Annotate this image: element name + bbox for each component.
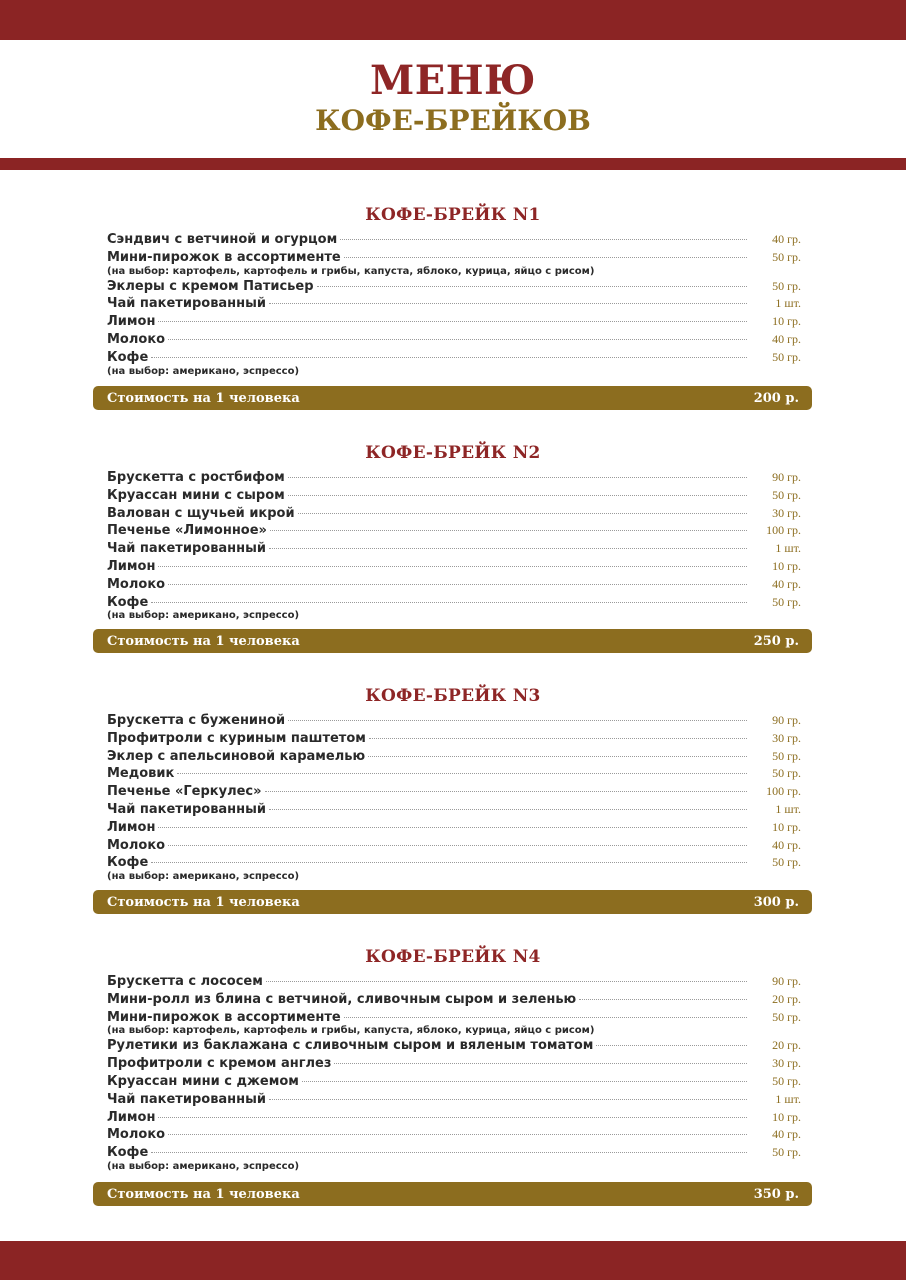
item-weight: 50 гр.: [772, 855, 801, 870]
dot-leader: [344, 257, 747, 258]
item-weight: 50 гр.: [772, 748, 801, 763]
item-name: Кофе: [107, 349, 149, 365]
price-label: Стоимость на 1 человека: [107, 390, 300, 406]
item-weight: 50 гр.: [772, 1145, 801, 1160]
item-weight: 100 гр.: [766, 523, 801, 538]
item-weight: 10 гр.: [772, 1109, 801, 1124]
price-bar: [93, 1182, 812, 1206]
item-name: Валован с щучьей икрой: [107, 505, 295, 521]
menu-item: [107, 749, 801, 767]
menu-item: [107, 577, 801, 595]
item-weight: 90 гр.: [772, 470, 801, 484]
item-weight: 50 гр.: [772, 487, 801, 502]
item-name: Молоко: [107, 837, 166, 853]
menu-item: [107, 1056, 801, 1074]
menu-item: [107, 470, 801, 488]
item-weight: 30 гр.: [772, 505, 801, 520]
menu-item: [107, 314, 801, 332]
price-value: 300 р.: [753, 894, 799, 910]
item-note: (на выбор: американо, эспрессо): [107, 610, 300, 622]
price-label: Стоимость на 1 человека: [107, 894, 300, 910]
dot-leader: [168, 845, 747, 846]
item-weight: 40 гр.: [772, 837, 801, 852]
item-weight: 40 гр.: [772, 331, 801, 346]
menu-item: [107, 488, 801, 506]
dot-leader: [158, 1117, 747, 1118]
item-note: (на выбор: американо, эспрессо): [107, 365, 300, 377]
item-weight: 50 гр.: [772, 594, 801, 609]
dot-leader: [269, 1099, 747, 1100]
dot-leader: [151, 357, 747, 358]
item-name: Круассан мини с сыром: [107, 487, 285, 503]
item-weight: 1 шт.: [775, 296, 801, 311]
dot-leader: [288, 495, 747, 496]
item-name: Печенье «Лимонное»: [107, 523, 267, 539]
item-weight: 50 гр.: [772, 349, 801, 364]
item-weight: 10 гр.: [772, 314, 801, 329]
item-note: (на выбор: картофель, картофель и грибы, капуста, яблоко, курица, яйцо с рисом): [107, 1025, 595, 1037]
dot-leader: [270, 530, 747, 531]
item-name: Кофе: [107, 855, 149, 871]
price-label: Стоимость на 1 человека: [107, 1186, 300, 1202]
menu-item: [107, 1110, 801, 1128]
dot-leader: [265, 791, 747, 792]
menu-item: [107, 595, 801, 624]
menu-item: [107, 250, 801, 279]
section-title: КОФЕ-БРЕЙК N3: [365, 686, 541, 706]
menu-subtitle: КОФЕ-БРЕЙКОВ: [315, 104, 591, 137]
dot-leader: [288, 720, 747, 721]
dot-leader: [158, 827, 747, 828]
dot-leader: [269, 548, 747, 549]
dot-leader: [158, 566, 747, 567]
item-name: Эклеры с кремом Патисьер: [107, 278, 314, 294]
menu-item: [107, 1038, 801, 1056]
dot-leader: [168, 339, 747, 340]
item-name: Эклер с апельсиновой карамелью: [107, 748, 366, 764]
dot-leader: [151, 1152, 747, 1153]
dot-leader: [266, 981, 747, 982]
item-name: Рулетики из баклажана с сливочным сыром и вяленым томатом: [107, 1038, 594, 1054]
dot-leader: [151, 862, 747, 863]
item-name: Сэндвич с ветчиной и огурцом: [107, 232, 338, 247]
menu-item: [107, 541, 801, 559]
coffee-break-section: [0, 944, 906, 1174]
item-name: Мини-пирожок в ассортименте: [107, 249, 341, 265]
menu-item: [107, 784, 801, 802]
dot-leader: [334, 1063, 747, 1064]
item-name: Чай пакетированный: [107, 1091, 267, 1107]
menu-item: [107, 802, 801, 820]
item-name: Молоко: [107, 1127, 166, 1143]
item-name: Брускетта с ростбифом: [107, 470, 285, 485]
menu-item: [107, 559, 801, 577]
item-name: Молоко: [107, 576, 166, 592]
menu-item: [107, 332, 801, 350]
header-divider-band: [0, 158, 906, 170]
item-weight: 50 гр.: [772, 278, 801, 293]
menu-item: [107, 1010, 801, 1039]
menu-item: [107, 350, 801, 379]
menu-item: [107, 296, 801, 314]
item-note: (на выбор: картофель, картофель и грибы, капуста, яблоко, курица, яйцо с рисом): [107, 265, 595, 277]
item-weight: 1 шт.: [775, 801, 801, 816]
item-note: (на выбор: американо, эспрессо): [107, 1160, 300, 1172]
dot-leader: [369, 738, 747, 739]
item-name: Круассан мини с джемом: [107, 1073, 299, 1089]
section-title: КОФЕ-БРЕЙК N1: [365, 205, 541, 225]
dot-leader: [288, 477, 747, 478]
dot-leader: [340, 239, 747, 240]
coffee-break-section: [0, 202, 906, 379]
dot-leader: [269, 809, 747, 810]
item-weight: 20 гр.: [772, 1038, 801, 1053]
menu-item: [107, 974, 801, 992]
dot-leader: [302, 1081, 747, 1082]
item-name: Лимон: [107, 819, 156, 835]
item-name: Кофе: [107, 1145, 149, 1161]
dot-leader: [317, 286, 747, 287]
price-bar: [93, 890, 812, 914]
item-weight: 50 гр.: [772, 1073, 801, 1088]
item-name: Печенье «Геркулес»: [107, 784, 262, 800]
item-weight: 40 гр.: [772, 1127, 801, 1142]
item-name: Профитроли с куриным паштетом: [107, 730, 366, 746]
menu-item: [107, 731, 801, 749]
item-weight: 20 гр.: [772, 991, 801, 1006]
menu-item: [107, 992, 801, 1010]
item-weight: 1 шт.: [775, 1091, 801, 1106]
item-name: Мини-пирожок в ассортименте: [107, 1009, 341, 1025]
price-value: 350 р.: [753, 1186, 799, 1202]
item-name: Брускетта с лососем: [107, 974, 263, 989]
item-weight: 30 гр.: [772, 1056, 801, 1071]
item-weight: 30 гр.: [772, 730, 801, 745]
price-bar: [93, 386, 812, 410]
menu-item: [107, 713, 801, 731]
menu-item: [107, 855, 801, 884]
dot-leader: [158, 321, 747, 322]
item-weight: 40 гр.: [772, 232, 801, 246]
item-weight: 100 гр.: [766, 784, 801, 799]
menu-item: [107, 506, 801, 524]
dot-leader: [298, 513, 747, 514]
menu-item: [107, 1074, 801, 1092]
item-weight: 50 гр.: [772, 766, 801, 781]
coffee-break-section: [0, 440, 906, 623]
menu-item: [107, 232, 801, 250]
price-value: 250 р.: [753, 633, 799, 649]
item-name: Лимон: [107, 558, 156, 574]
item-name: Кофе: [107, 594, 149, 610]
item-name: Молоко: [107, 331, 166, 347]
bottom-band: [0, 1241, 906, 1280]
item-weight: 40 гр.: [772, 576, 801, 591]
dot-leader: [579, 999, 747, 1000]
dot-leader: [269, 303, 747, 304]
menu-item: [107, 820, 801, 838]
menu-item: [107, 1145, 801, 1174]
item-name: Лимон: [107, 1109, 156, 1125]
item-weight: 90 гр.: [772, 974, 801, 988]
top-band: [0, 0, 906, 40]
dot-leader: [368, 756, 747, 757]
item-weight: 10 гр.: [772, 558, 801, 573]
menu-item: [107, 1127, 801, 1145]
dot-leader: [344, 1017, 747, 1018]
item-name: Чай пакетированный: [107, 801, 267, 817]
item-name: Медовик: [107, 766, 175, 782]
menu-item: [107, 523, 801, 541]
item-weight: 50 гр.: [772, 249, 801, 264]
dot-leader: [168, 1134, 747, 1135]
item-name: Профитроли с кремом англез: [107, 1056, 332, 1072]
item-weight: 50 гр.: [772, 1009, 801, 1024]
menu-item: [107, 279, 801, 297]
item-name: Чай пакетированный: [107, 541, 267, 557]
item-weight: 1 шт.: [775, 541, 801, 556]
dot-leader: [177, 773, 747, 774]
menu-item: [107, 1092, 801, 1110]
dot-leader: [168, 584, 747, 585]
item-name: Лимон: [107, 314, 156, 330]
menu-title: МЕНЮ: [369, 57, 537, 104]
section-title: КОФЕ-БРЕЙК N2: [365, 443, 541, 463]
coffee-break-section: [0, 683, 906, 884]
section-title: КОФЕ-БРЕЙК N4: [365, 947, 541, 967]
item-weight: 90 гр.: [772, 713, 801, 727]
item-note: (на выбор: американо, эспрессо): [107, 871, 300, 883]
dot-leader: [596, 1045, 747, 1046]
price-label: Стоимость на 1 человека: [107, 633, 300, 649]
price-bar: [93, 629, 812, 653]
menu-item: [107, 838, 801, 856]
menu-item: [107, 766, 801, 784]
dot-leader: [151, 602, 747, 603]
item-name: Брускетта с бужениной: [107, 713, 286, 728]
item-weight: 10 гр.: [772, 819, 801, 834]
item-name: Чай пакетированный: [107, 296, 267, 312]
item-name: Мини-ролл из блина с ветчиной, сливочным сыром и зеленью: [107, 991, 577, 1007]
price-value: 200 р.: [753, 390, 799, 406]
